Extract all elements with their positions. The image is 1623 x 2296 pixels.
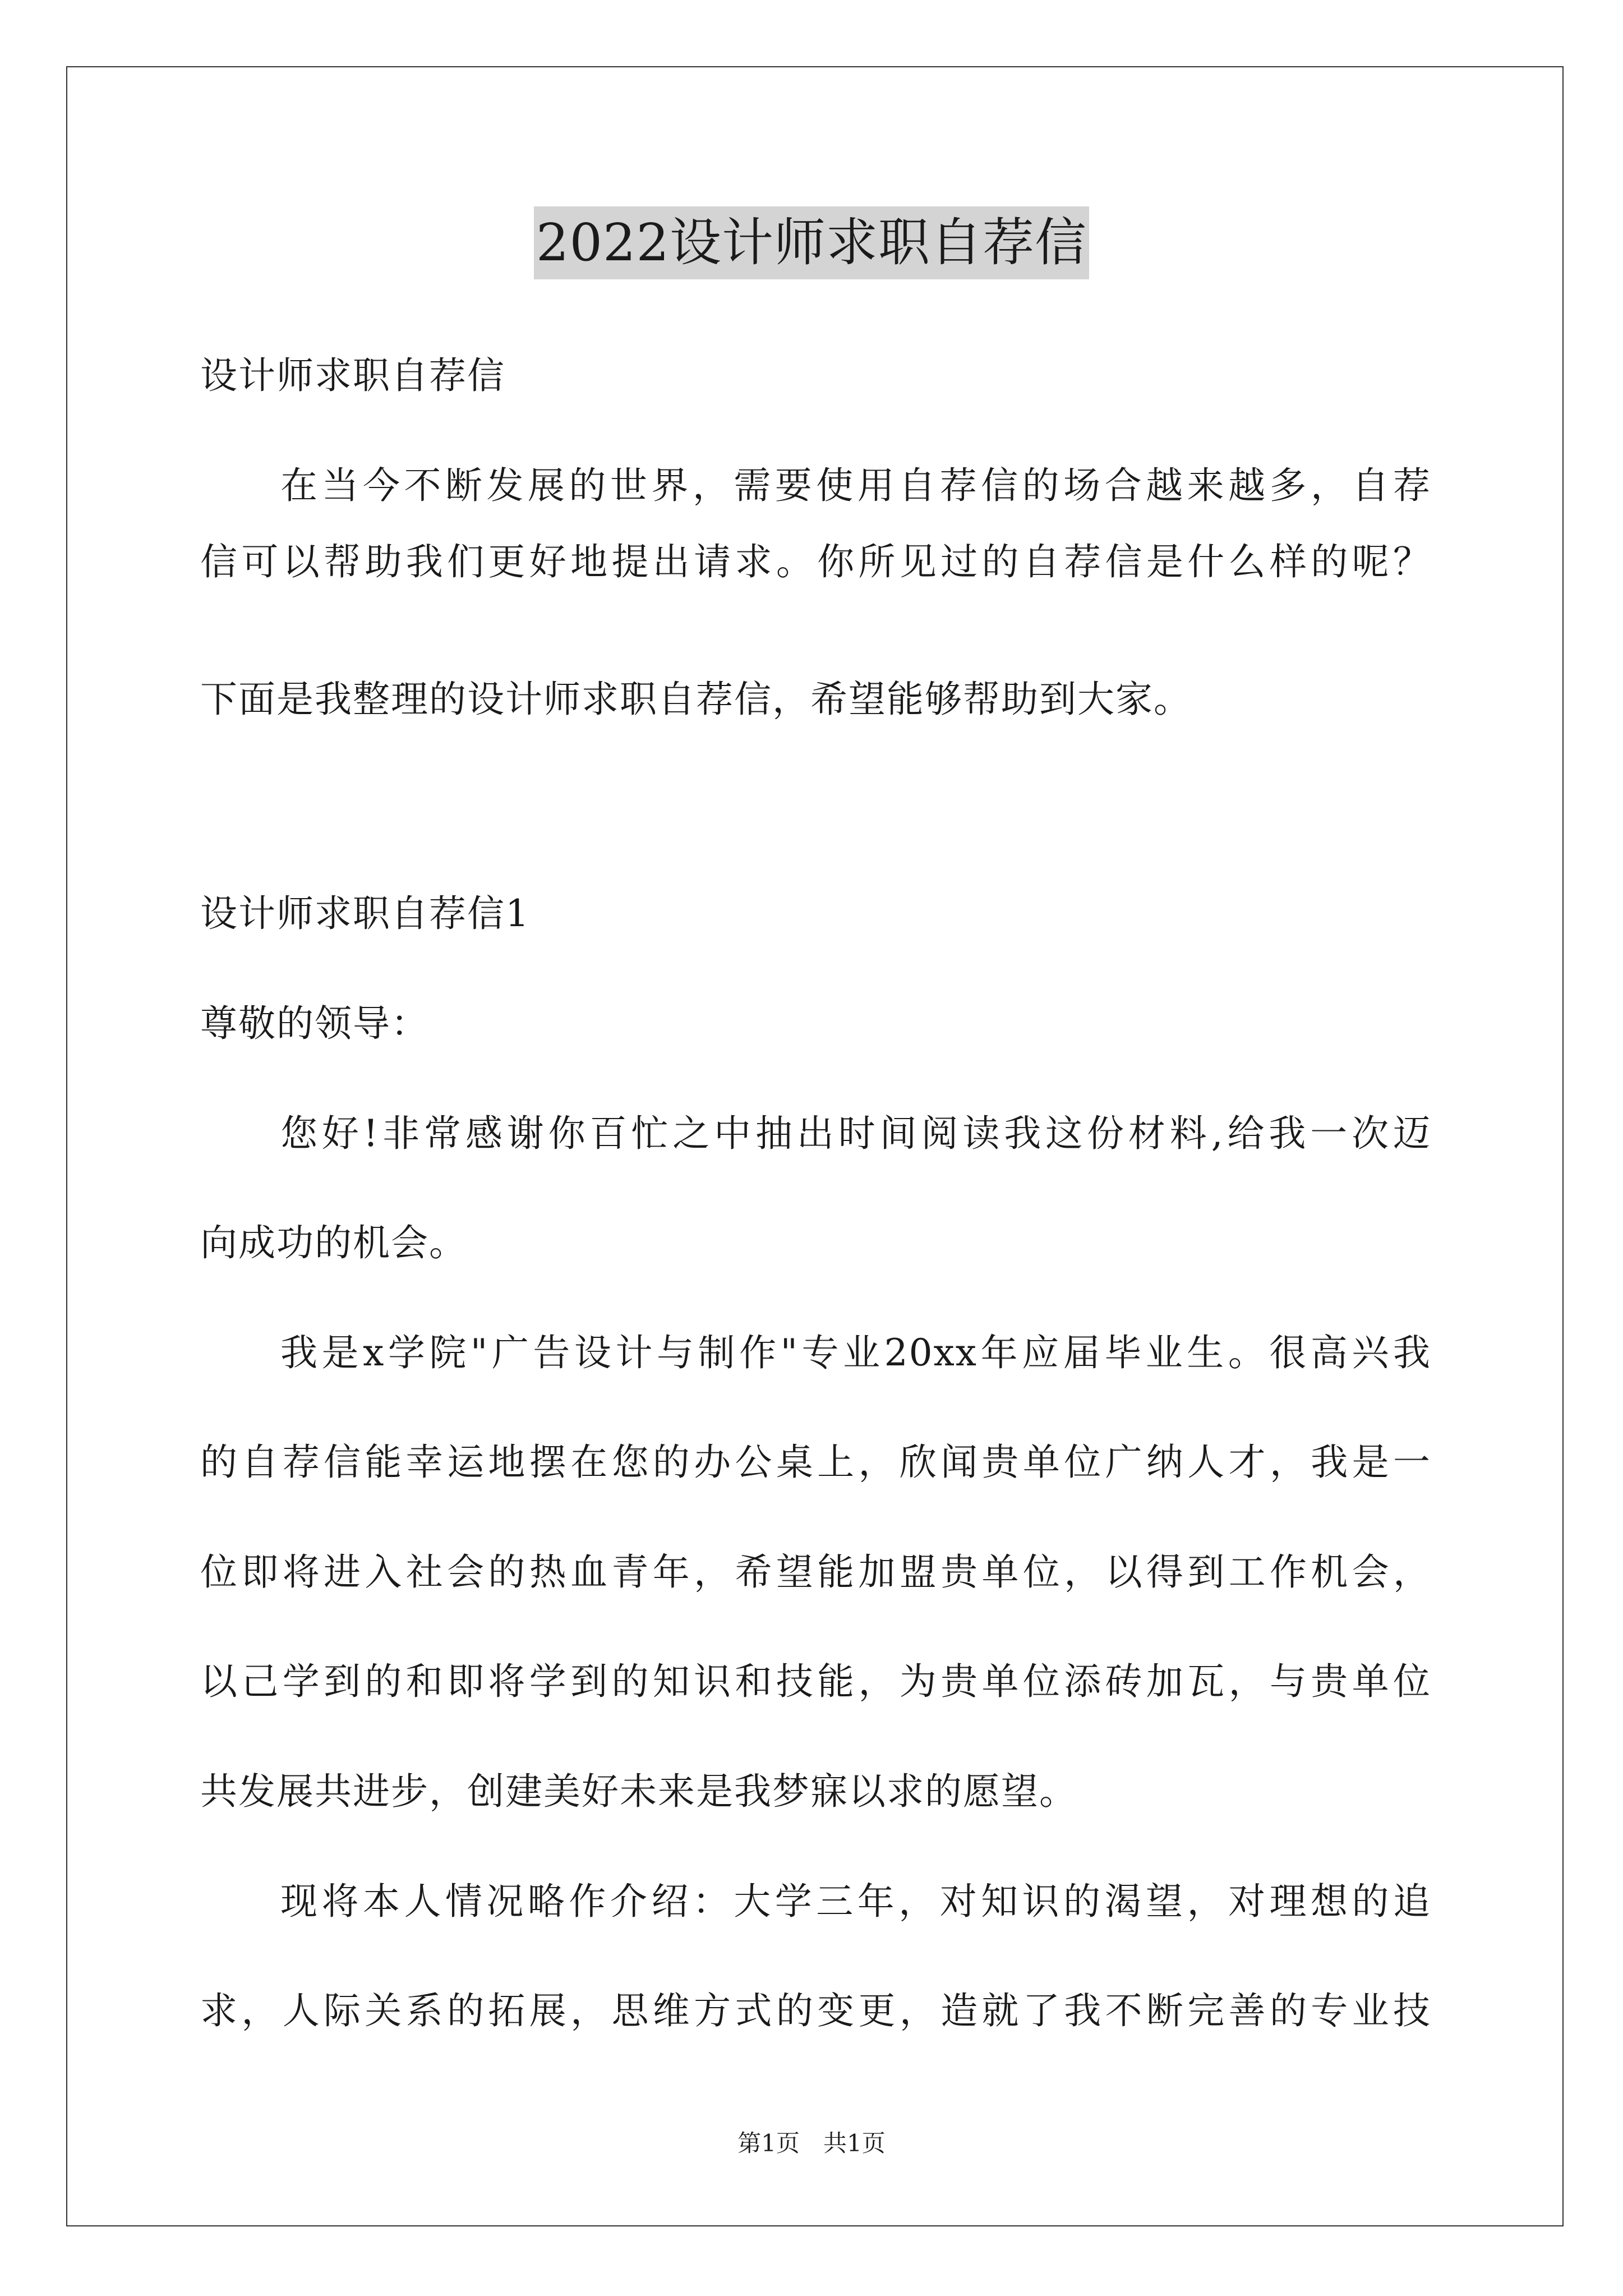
- paragraph-line: 您好!非常感谢你百忙之中抽出时间阅读我这份材料,给我一次迈: [280, 1112, 1431, 1155]
- paragraph-line: 向成功的机会。: [200, 1221, 467, 1264]
- paragraph-line: 我是x学院"广告设计与制作"专业20xx年应届毕业生。很高兴我: [280, 1331, 1431, 1374]
- paragraph-line: 共发展共进步，创建美好未来是我梦寐以求的愿望。: [200, 1770, 1077, 1813]
- paragraph-line: 的自荐信能幸运地摆在您的办公桌上，欣闻贵单位广纳人才，我是一: [200, 1441, 1431, 1484]
- section-heading: 设计师求职自荐信: [200, 354, 505, 397]
- document-title: 2022设计师求职自荐信: [534, 206, 1089, 279]
- paragraph-line: 以己学到的和即将学到的知识和技能，为贵单位添砖加瓦，与贵单位: [200, 1660, 1431, 1703]
- paragraph-line: 求，人际关系的拓展，思维方式的变更，造就了我不断完善的专业技: [200, 1989, 1431, 2032]
- title-container: [0, 206, 1623, 279]
- paragraph-line: 信可以帮助我们更好地提出请求。你所见过的自荐信是什么样的呢？: [200, 540, 1431, 583]
- paragraph-line: 下面是我整理的设计师求职自荐信，希望能够帮助到大家。: [200, 678, 1192, 721]
- page-footer: 第1页 共1页: [737, 2129, 886, 2157]
- paragraph-line: 现将本人情况略作介绍：大学三年，对知识的渴望，对理想的追: [280, 1880, 1431, 1923]
- salutation: 尊敬的领导：: [200, 1002, 429, 1045]
- letter-heading: 设计师求职自荐信1: [200, 892, 530, 935]
- paragraph-line: 位即将进入社会的热血青年，希望能加盟贵单位，以得到工作机会，: [200, 1550, 1431, 1594]
- paragraph-line: 在当今不断发展的世界，需要使用自荐信的场合越来越多，自荐: [280, 464, 1431, 507]
